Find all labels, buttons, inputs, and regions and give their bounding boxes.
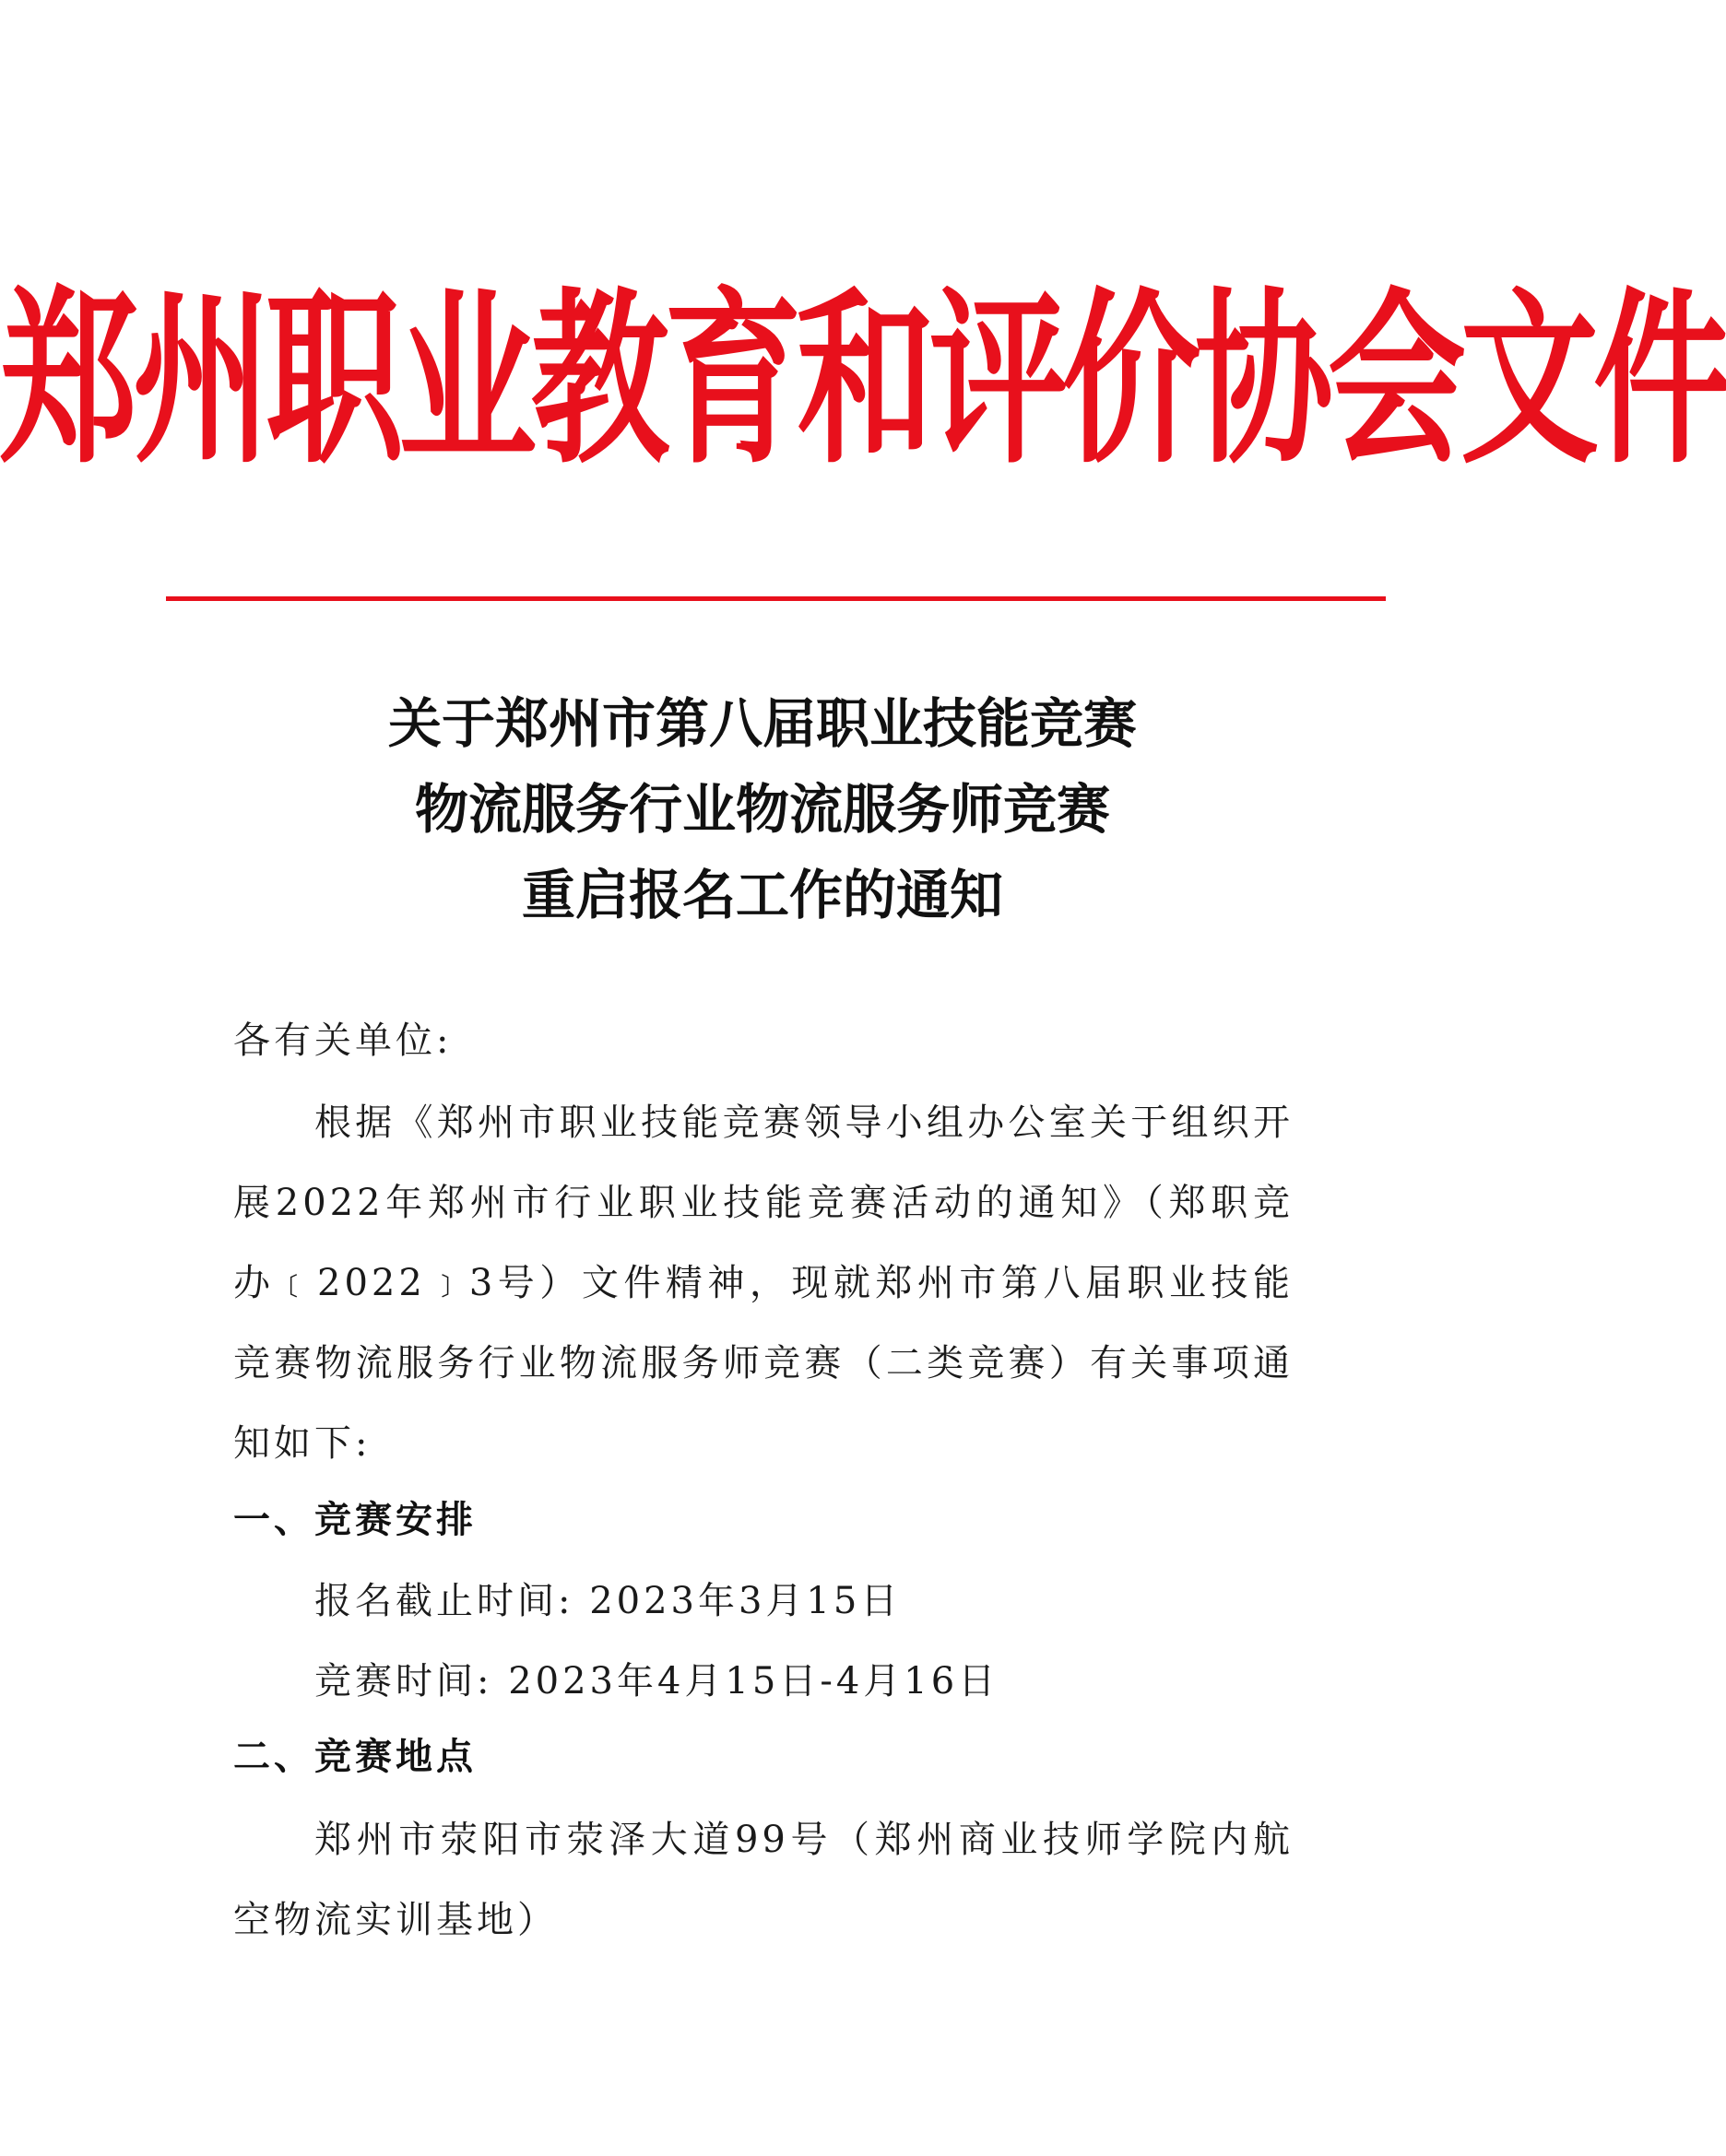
notice-title-line-1: 关于郑州市第八届职业技能竞赛 xyxy=(387,692,1137,755)
salutation: 各有关单位: xyxy=(233,1019,453,1062)
document-masthead: 郑州职业教育和评价协会文件 xyxy=(0,273,1726,489)
intro-paragraph: 根据《郑州市职业技能竞赛领导小组办公室关于组织开展2022年郑州市行业职业技能竞赛活动的通知》（郑职竞办﹝2022﹞3号）文件精神，现就郑州市第八届职业技能竞赛物流服务行业物流服务师竞赛（二类竞赛）有关事项通知如下: xyxy=(233,1102,1294,1465)
registration-deadline: 报名截止时间: 2023年3月15日 xyxy=(314,1580,902,1622)
masthead-divider xyxy=(166,596,1386,601)
venue-address: 郑州市荥阳市荥泽大道99号（郑州商业技师学院内航空物流实训基地） xyxy=(233,1819,1294,1941)
notice-title-line-3: 重启报名工作的通知 xyxy=(521,864,1003,926)
section-heading-venue: 二、竞赛地点 xyxy=(233,1735,477,1778)
competition-dates: 竞赛时间: 2023年4月15日-4月16日 xyxy=(314,1660,999,1702)
section-heading-schedule: 一、竞赛安排 xyxy=(233,1498,477,1541)
notice-title-line-2: 物流服务行业物流服务师竞赛 xyxy=(414,778,1110,841)
